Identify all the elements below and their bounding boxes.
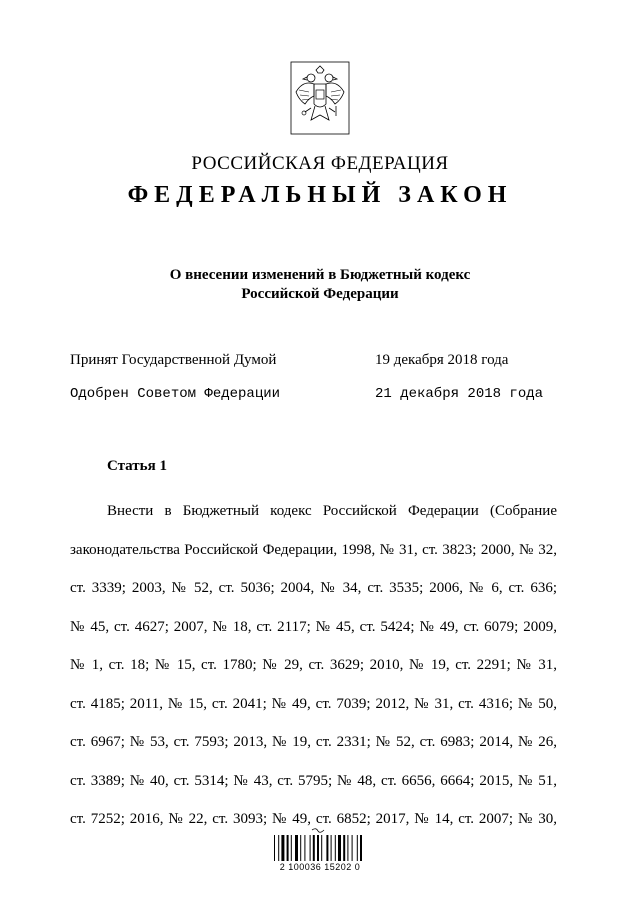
law-title-line-1: О внесении изменений в Бюджетный кодекс	[169, 267, 471, 283]
article-line: законодательства Российской Федерации, 1998, № 31, ст. 3823; 2000, № 32,	[70, 541, 557, 558]
barcode-number: 2 100036 15202 0	[279, 862, 361, 872]
state-emblem	[289, 60, 351, 136]
duma-adoption-label: Принят Государственной Думой	[70, 352, 277, 368]
article-heading: Статья 1	[107, 458, 167, 474]
article-line: ст. 6967; № 53, ст. 7593; 2013, № 19, ст. 2331; № 52, ст. 6983; 2014, № 26,	[70, 734, 557, 750]
council-approval-label: Одобрен Советом Федерации	[70, 386, 281, 402]
duma-adoption-date: 19 декабря 2018 года	[375, 352, 509, 368]
article-line: ст. 3339; 2003, № 52, ст. 5036; 2004, № 34, ст. 3535; 2006, № 6, ст. 636;	[70, 580, 557, 596]
document-type: ФЕДЕРАЛЬНЫЙ ЗАКОН	[127, 182, 513, 208]
law-title-line-2: Российской Федерации	[241, 286, 399, 302]
article-line: № 1, ст. 18; № 15, ст. 1780; № 29, ст. 3629; 2010, № 19, ст. 2291; № 31,	[70, 657, 557, 673]
article-line: ст. 3389; № 40, ст. 5314; № 43, ст. 5795; № 48, ст. 6656, 6664; 2015, № 51,	[70, 772, 557, 789]
barcode-icon	[270, 827, 370, 861]
law-title	[0, 266, 640, 304]
country-name: РОССИЙСКАЯ ФЕДЕРАЦИЯ	[191, 153, 449, 174]
article-line: № 45, ст. 4627; 2007, № 18, ст. 2117; № 45, ст. 5424; № 49, ст. 6079; 2009,	[70, 618, 557, 635]
article-body	[70, 492, 557, 839]
article-line: ст. 7252; 2016, № 22, ст. 3093; № 49, ст. 6852; 2017, № 14, ст. 2007; № 30,	[70, 811, 557, 827]
council-approval-date: 21 декабря 2018 года	[375, 386, 544, 402]
article-line: ст. 4185; 2011, № 15, ст. 2041; № 49, ст. 7039; 2012, № 31, ст. 4316; № 50,	[70, 695, 557, 712]
double-headed-eagle-icon	[289, 60, 351, 136]
article-line: Внести в Бюджетный кодекс Российской Федерации (Собрание	[107, 503, 557, 519]
